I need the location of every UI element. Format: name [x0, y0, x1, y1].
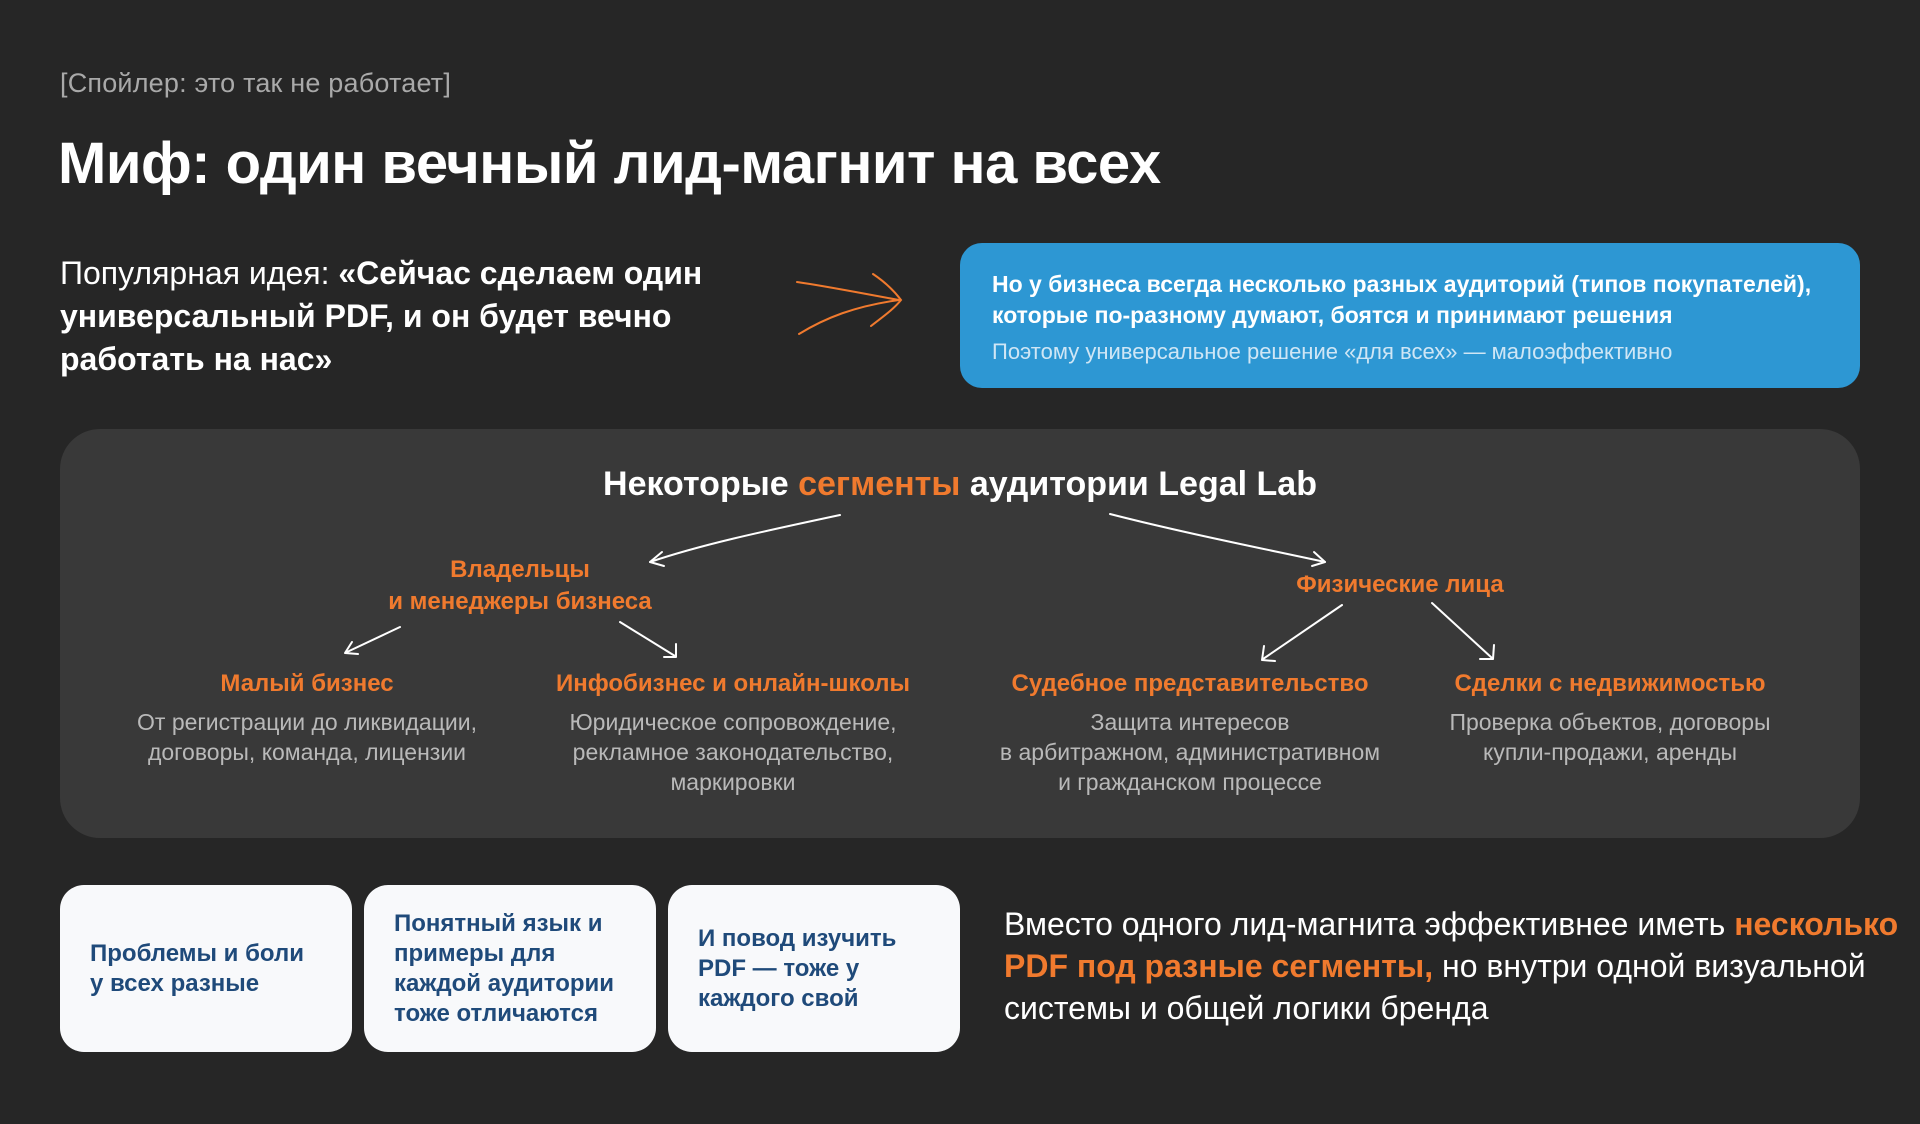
callout-sub: Поэтому универсальное решение «для всех» — малоэффективно	[992, 339, 1673, 364]
desc-line: Проверка объектов, договоры	[1449, 709, 1771, 735]
segments-title-suffix: аудитории Legal Lab	[960, 465, 1317, 503]
callout-box	[960, 243, 1860, 388]
card-pains	[60, 885, 352, 1052]
conclusion-part2: но внутри одной визуальной системы и общей логики бренда	[1004, 948, 1866, 1026]
segment-small-business-desc	[107, 707, 507, 767]
popular-idea	[60, 252, 760, 381]
segments-title-prefix: Некоторые	[603, 465, 799, 503]
segment-court: Судебное представительство	[1011, 670, 1369, 697]
hand-drawn-arrow-right-icon	[795, 270, 905, 340]
segment-small-business: Малый бизнес	[220, 670, 394, 697]
segment-infobusiness-desc	[533, 707, 933, 797]
page-title: Миф: один вечный лид-магнит на всех	[58, 131, 1161, 196]
desc-line: в арбитражном, административном	[999, 739, 1381, 765]
conclusion-highlight: несколько PDF под разные сегменты,	[1004, 906, 1899, 984]
segment-owners	[330, 554, 710, 618]
card-language	[364, 885, 656, 1052]
desc-line: маркировки	[670, 769, 796, 795]
segment-real-estate-desc	[1410, 707, 1810, 767]
desc-line: и гражданском процессе	[1058, 769, 1322, 795]
segment-infobusiness: Инфобизнес и онлайн-школы	[555, 670, 911, 697]
card-text: Понятный язык и примеры для каждой аудитории тоже отличаются	[394, 909, 615, 1027]
segment-individuals: Физические лица	[1296, 571, 1504, 598]
conclusion-part1: Вместо одного лид-магнита эффективнее иметь	[1004, 906, 1735, 942]
desc-line: рекламное законодательство,	[572, 739, 894, 765]
desc-line: договоры, команда, лицензии	[147, 739, 467, 765]
card-reason	[668, 885, 960, 1052]
desc-line: От регистрации до ликвидации,	[137, 709, 477, 735]
segments-title	[0, 465, 1920, 504]
idea-quote: «Сейчас сделаем один универсальный PDF, и он будет вечно работать на нас»	[60, 255, 703, 377]
card-text: Проблемы и боли у всех разные	[90, 939, 304, 997]
segments-title-highlight: сегменты	[798, 465, 961, 503]
segment-real-estate: Сделки с недвижимостью	[1454, 670, 1766, 697]
idea-label: Популярная идея:	[60, 255, 339, 291]
callout-strong: Но у бизнеса всегда несколько разных аудиторий (типов покупателей), которые по-разному думают, боятся и принимают решения	[992, 271, 1812, 328]
spoiler-note: [Спойлер: это так не работает]	[60, 68, 452, 98]
conclusion-text	[1004, 903, 1904, 1029]
card-text: И повод изучить PDF — тоже у каждого свой	[698, 924, 897, 1012]
segment-owners-line2: и менеджеры бизнеса	[388, 588, 652, 615]
desc-line: купли-продажи, аренды	[1483, 739, 1737, 765]
segment-court-desc	[970, 707, 1410, 797]
segment-owners-line1: Владельцы	[450, 556, 590, 583]
desc-line: Юридическое сопровождение,	[569, 709, 897, 735]
desc-line: Защита интересов	[1090, 709, 1290, 735]
